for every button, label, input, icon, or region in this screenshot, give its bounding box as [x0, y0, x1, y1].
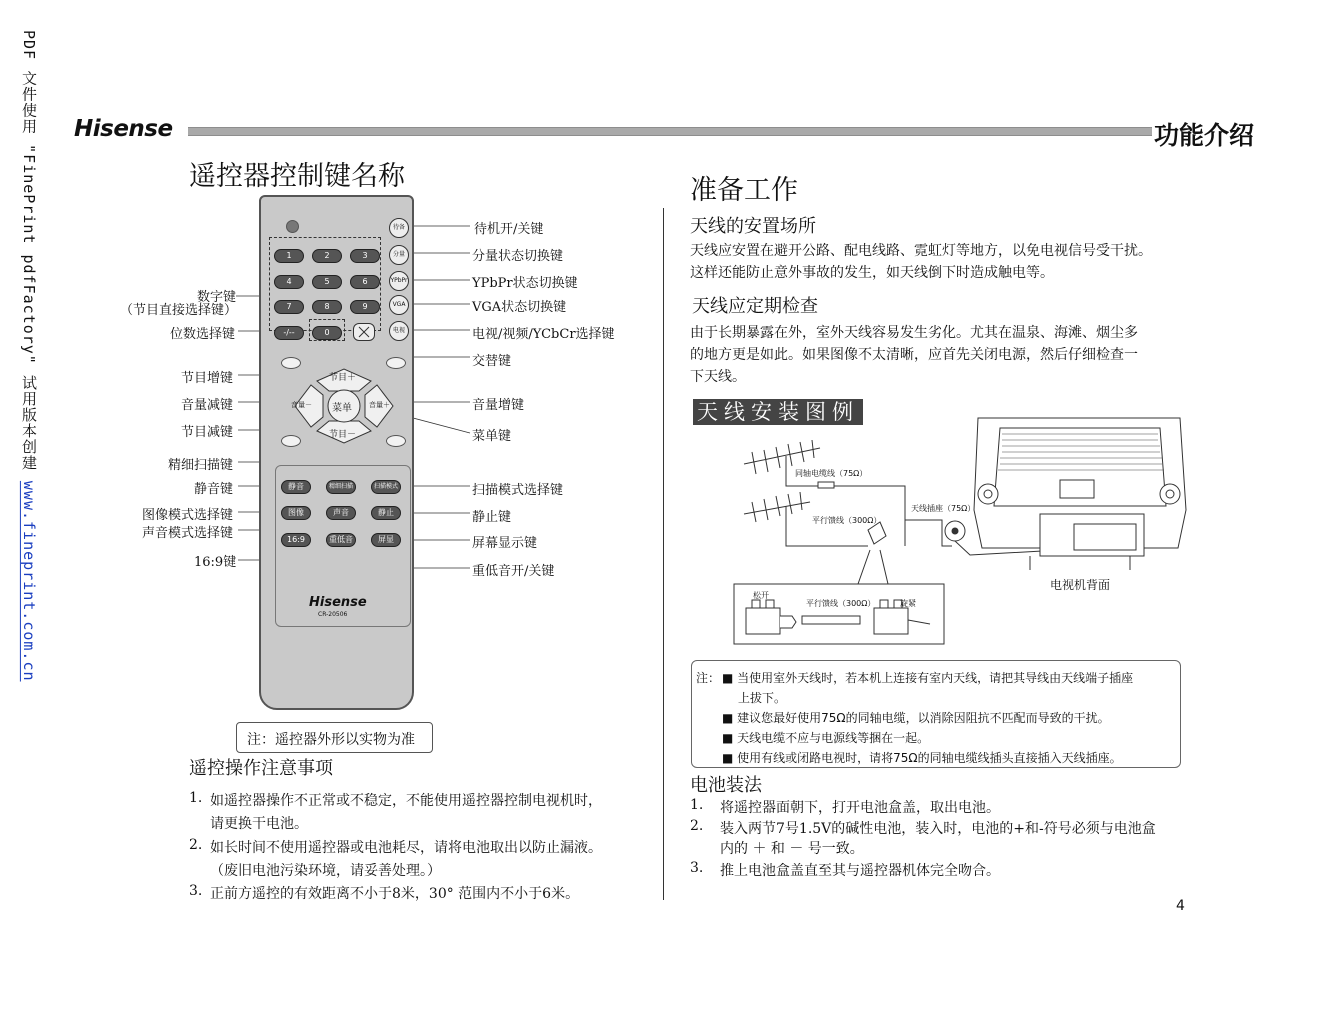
remote-control [259, 195, 414, 710]
label-ch-down: 节目减键 [181, 425, 234, 440]
antenna-location-title: 天线的安置场所 [690, 216, 816, 237]
remote-title: 遥控器控制键名称 [189, 161, 405, 192]
label-standby: 待机开/关键 [474, 222, 544, 237]
label-scan-mode: 扫描模式选择键 [472, 483, 564, 498]
osd-button[interactable]: 屏显 [371, 533, 401, 547]
still-button[interactable]: 静止 [371, 506, 401, 520]
fine-scan-button[interactable]: 精细扫描 [326, 480, 356, 494]
label-picture-mode: 图像模式选择键 [142, 508, 234, 523]
bullet-icon: ■ [722, 731, 738, 745]
column-divider [663, 208, 664, 900]
note-item: ■ 建议您最好使用75Ω的同轴电缆，以消除因阻抗不匹配而导致的干扰。 [722, 711, 1110, 725]
label-mute: 静音键 [194, 482, 234, 497]
ch-up-button[interactable]: 节目＋ [329, 373, 357, 383]
label-osd: 屏幕显示键 [472, 536, 538, 551]
note-item: ■ 天线电缆不应与电源线等捆在一起。 [722, 731, 930, 745]
label-ch-up: 节目增键 [181, 371, 234, 386]
label-sound-mode: 声音模式选择键 [142, 526, 234, 541]
ops-line: 请更换干电池。 [210, 816, 308, 832]
menu-button[interactable]: 菜单 [332, 403, 352, 414]
label-digit-keys-sub: （节目直接选择键） [120, 303, 238, 318]
digit-7-button[interactable]: 7 [274, 300, 304, 314]
page-number: 4 [1176, 898, 1185, 914]
sound-mode-button[interactable]: 声音 [326, 506, 356, 520]
brand-logo: Hisense [74, 116, 173, 142]
battery-title: 电池装法 [690, 775, 762, 796]
bullet-icon: ■ [722, 751, 738, 765]
bullet-icon: ■ [722, 711, 738, 725]
digit-9-button[interactable]: 9 [350, 300, 380, 314]
antenna-check-title: 天线应定期检查 [692, 296, 818, 317]
remote-logo: Hisense [309, 595, 367, 610]
digit-select-button[interactable]: -/-- [274, 326, 304, 340]
ops-num: 2. [189, 837, 203, 853]
note-item: ■ 使用有线或闭路电视时，请将75Ω的同轴电缆线插头直接插入天线插座。 [722, 751, 1122, 765]
battery-num: 1. [690, 797, 704, 813]
battery-num: 3. [690, 860, 704, 876]
label-vol-up: 音量增键 [472, 398, 525, 413]
swap-icon [354, 324, 374, 340]
ops-line: （废旧电池污染环境，请妥善处理。） [210, 863, 441, 879]
ops-num: 3. [189, 883, 203, 899]
ratio-button[interactable]: 16:9 [281, 533, 311, 547]
remote-note: 注：遥控器外形以实物为准 [236, 722, 433, 753]
label-vol-down: 音量减键 [181, 398, 234, 413]
tighten-label: 旋紧 [900, 599, 916, 608]
ir-led [286, 220, 299, 233]
tv-source-button[interactable]: 电视 [389, 321, 409, 341]
battery-line: 推上电池盒盖直至其与遥控器机体完全吻合。 [720, 863, 1000, 879]
battery-line: 装入两节7号1.5V的碱性电池，装入时，电池的+和-符号必须与电池盒 [720, 821, 1156, 837]
parallel2-label: 平行馈线（300Ω） [806, 599, 876, 608]
digit-0-button[interactable]: 0 [312, 326, 342, 340]
vol-up-button[interactable]: 音量＋ [369, 401, 390, 409]
scan-mode-button[interactable]: 扫描模式 [371, 480, 401, 494]
digit-8-button[interactable]: 8 [312, 300, 342, 314]
picture-mode-button[interactable]: 图像 [281, 506, 311, 520]
watermark-link[interactable]: www.fineprint.com.cn [20, 480, 38, 682]
vga-button[interactable]: VGA [389, 295, 409, 315]
loosen-label: 松开 [753, 591, 769, 600]
label-menu: 菜单键 [472, 429, 512, 444]
label-ypbpr: YPbPr状态切换键 [472, 276, 578, 291]
coax-label: 同轴电缆线（75Ω） [795, 469, 868, 478]
digit-5-button[interactable]: 5 [312, 275, 342, 289]
ops-line: 正前方遥控的有效距离不小于8米，30° 范围内不小于6米。 [210, 886, 580, 902]
antenna-location-line: 天线应安置在避开公路、配电线路、霓虹灯等地方，以免电视信号受干扰。 [690, 243, 1152, 259]
label-digit-select: 位数选择键 [170, 327, 236, 342]
antenna-check-line: 由于长期暴露在外，室外天线容易发生劣化。尤其在温泉、海滩、烟尘多 [690, 325, 1138, 341]
battery-line: 将遥控器面朝下，打开电池盒盖，取出电池。 [720, 800, 1000, 816]
bullet-icon: ■ [722, 671, 738, 685]
parallel-label: 平行馈线（300Ω） [812, 516, 882, 525]
label-component: 分量状态切换键 [472, 249, 564, 264]
mute-button[interactable]: 静音 [281, 480, 311, 494]
watermark-text: PDF 文件使用 "FinePrint pdfFactory" 试用版本创建 [20, 30, 38, 481]
digit-6-button[interactable]: 6 [350, 275, 380, 289]
digit-3-button[interactable]: 3 [350, 249, 380, 263]
standby-button[interactable]: 待备 [389, 218, 409, 238]
battery-num: 2. [690, 818, 704, 834]
antenna-location-line: 这样还能防止意外事故的发生，如天线倒下时造成触电等。 [690, 265, 1054, 281]
prep-title: 准备工作 [690, 175, 798, 206]
socket-label: 天线插座（75Ω） [911, 504, 976, 513]
digit-4-button[interactable]: 4 [274, 275, 304, 289]
label-swap: 交替键 [472, 354, 512, 369]
label-source: 电视/视频/YCbCr选择键 [472, 327, 615, 342]
component-button[interactable]: 分量 [389, 245, 409, 265]
label-fine-scan: 精细扫描键 [168, 458, 234, 473]
label-ratio: 16:9键 [194, 555, 237, 570]
vol-down-button[interactable]: 音量－ [291, 401, 312, 409]
swap-button[interactable] [353, 323, 375, 341]
tv-back-label: 电视机背面 [1050, 578, 1111, 592]
label-vga: VGA状态切换键 [472, 300, 567, 315]
ypbpr-button[interactable]: YPbPr [389, 271, 409, 291]
note-item-cont: 上拔下。 [738, 691, 787, 705]
ops-title: 遥控操作注意事项 [189, 758, 333, 779]
ops-line: 如遥控器操作不正常或不稳定，不能使用遥控器控制电视机时， [210, 793, 602, 809]
digit-1-button[interactable]: 1 [274, 249, 304, 263]
bass-button[interactable]: 重低音 [326, 533, 356, 547]
antenna-notes [691, 660, 1181, 768]
digit-2-button[interactable]: 2 [312, 249, 342, 263]
ops-line: 如长时间不使用遥控器或电池耗尽，请将电池取出以防止漏液。 [210, 840, 602, 856]
remote-model: CR-20506 [318, 611, 348, 618]
battery-line: 内的 ＋ 和 － 号一致。 [720, 841, 864, 857]
note-item: ■ 当使用室外天线时，若本机上连接有室内天线，请把其导线由天线端子插座 [722, 671, 1134, 685]
notes-prefix: 注： [696, 671, 721, 685]
label-bass: 重低音开/关键 [472, 564, 555, 579]
ops-num: 1. [189, 790, 203, 806]
antenna-check-line: 下天线。 [690, 369, 746, 385]
section-title: 功能介绍 [1154, 121, 1255, 150]
antenna-diagram [730, 410, 1190, 650]
label-still: 静止键 [472, 510, 512, 525]
ch-down-button[interactable]: 节目－ [329, 430, 357, 440]
label-digit-keys: 数字键 [197, 290, 237, 305]
diagram-title: 天线安装图例 [693, 399, 863, 425]
antenna-check-line: 的地方更是如此。如果图像不太清晰，应首先关闭电源，然后仔细检查一 [690, 347, 1138, 363]
